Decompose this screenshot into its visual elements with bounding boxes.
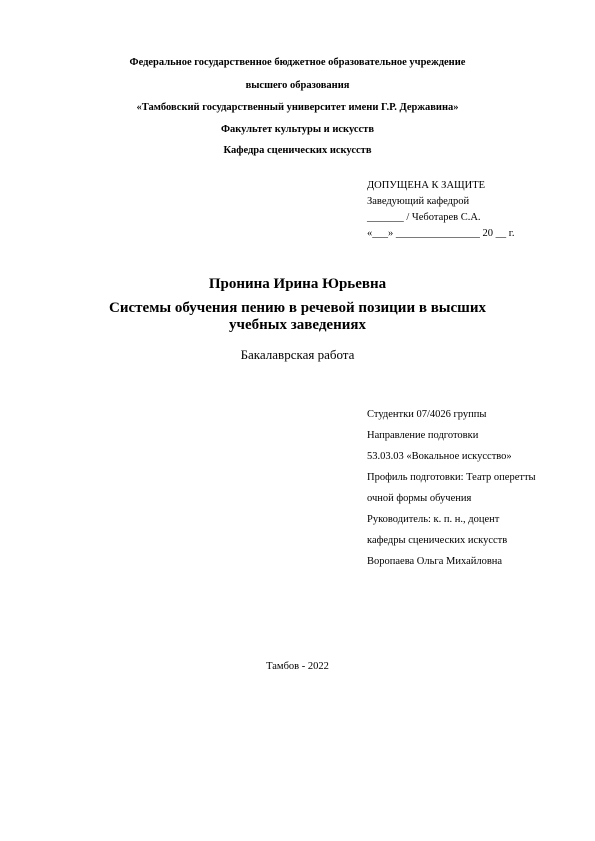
approval-head-title: Заведующий кафедрой	[367, 196, 470, 207]
author-name: Пронина Ирина Юрьевна	[208, 276, 387, 292]
header-education-level: высшего образования	[245, 80, 350, 91]
student-group: Студентки 07/4026 группы	[367, 409, 487, 420]
approval-status: ДОПУЩЕНА К ЗАЩИТЕ	[367, 180, 486, 191]
thesis-title-line-1: Системы обучения пению в речевой позиции в высших	[109, 300, 486, 316]
header-ministry-line: Федеральное государственное бюджетное образовательное учреждение	[129, 57, 466, 68]
study-profile: Профиль подготовки: Театр оперетты	[367, 472, 536, 483]
study-form: очной формы обучения	[367, 493, 472, 504]
header-faculty: Факультет культуры и искусств	[220, 124, 375, 135]
supervisor-department: кафедры сценических искусств	[367, 535, 508, 546]
header-department: Кафедра сценических искусств	[223, 145, 372, 156]
study-direction-code: 53.03.03 «Вокальное искусство»	[367, 451, 512, 462]
study-direction-label: Направление подготовки	[367, 430, 479, 441]
work-type: Бакалаврская работа	[240, 347, 355, 362]
approval-signature: _______ / Чеботарев С.А.	[367, 212, 481, 223]
supervisor-name: Воропаева Ольга Михайловна	[367, 556, 503, 567]
approval-date: «___» ________________ 20 __ г.	[367, 228, 515, 239]
supervisor-title: Руководитель: к. п. н., доцент	[367, 514, 500, 525]
city-year-footer: Тамбов - 2022	[266, 661, 329, 672]
thesis-title-line-2: учебных заведениях	[229, 317, 366, 333]
header-university-name: «Тамбовский государственный университет имени Г.Р. Державина»	[136, 102, 459, 113]
